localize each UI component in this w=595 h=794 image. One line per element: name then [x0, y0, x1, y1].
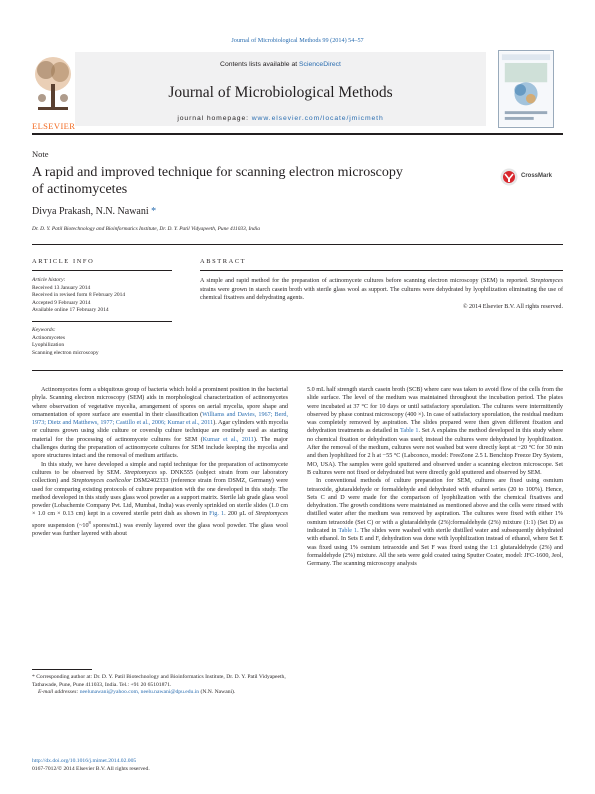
text: . The slides were washed with sterile distilled water and subsequently dehydrated with ethanol. In Sets E and F, dehydration was done with lyophilization instead of ethanol, where Set E was fixed using 1% osmium tetraoxide and Set F was fixed using the 1:1 glutaraldehyde (2%) and formaldehyde (2%) mixture. All the sets were gold coated using Sputter Coater, model: JFC-1600, Jeol, Germany. The scanning microscopy analysis [307, 528, 564, 568]
body-paragraph [32, 461, 288, 539]
history-item: Received 13 January 2014 [32, 284, 91, 291]
abstract-part: strains were grown in starch casein broth with sterile glass wool as support. The cultures were dehydrated by lyophilization eliminating the use of chemical fixatives and dehydrating agents. [200, 286, 563, 301]
table-link[interactable]: Table 1 [338, 528, 358, 535]
text: Actinomycetes form a ubiquitous group of bacteria which hold a prominent position in the bacterial phyla. Scanning electron microscopy (SEM) aids in morphological characterization of actinomycetes where observation of vegetative mycelia, arrangement of spores on aerial mycelia, spore shape and ornamentation of spore surface are essential in their classification ( [32, 387, 288, 418]
body-paragraph [307, 386, 563, 477]
text: 5.0 mL half strength starch casein broth (SCB) where care was taken to avoid flow of the cells from the slide surface. The level of the medium was maintained throughout the incubation period. The plates were incubated at 37 °C for 10 days or until satisfactory sporulation. The cultures were intermittently observed by phase contrast microscopy (400 ×). In case of satisfactory sporulation, the residual medium was completely removed by aspiration. The slides prepared were then given different fixation and dehydration treatments as detailed in [307, 387, 563, 435]
journal-homepage [75, 115, 486, 122]
journal-name: Journal of Microbiological Methods [168, 84, 393, 101]
text: ). The major challenges during the preparation of actinomycete cultures for SEM include keeping the mycelia and spore structures intact and the removal of medium artifacts. [32, 436, 288, 460]
keyword-item: Scanning electron microscopy [32, 349, 99, 356]
abstract-part: A simple and rapid method for the preparation of actinomycete cultures before scanning electron microscopy (SEM) is reported. [200, 278, 531, 284]
email-suffix: (N.N. Nawani). [199, 689, 236, 696]
crossmark-label: CrossMark [521, 173, 553, 179]
superscript: 8 [88, 519, 91, 525]
footnote-text: Corresponding author at: Dr. D. Y. Patil Biotechnology and Bioinformatics Institute, Dr. D. Y. Patil Vidyapeeth, Tathawade, Pune, Pune 411033, India. Tel.: +91 20 65101871. [32, 674, 286, 688]
journal-cover-thumbnail-icon[interactable] [498, 50, 554, 128]
corresponding-author-mark[interactable]: * [148, 206, 157, 217]
homepage-prefix: journal homepage: [177, 115, 252, 122]
text: DSM2402333 (reference strain from DSMZ, Germany) were used for comparing existing protocols of culture preparation with the one developed in this study. The method developed in this study uses glass wool powder as a support matrix. Sterile lab grade glass wool powder (Lobachemie Company Pvt. Ltd, Mumbai, India) was evenly sprinkled on sterile slides (1.0 cm × 1.0 cm × 0.13 cm) kept in a covered sterile petri dish as shown in [32, 478, 288, 518]
text: spore suspension (~10 [32, 522, 89, 529]
abstract-text [200, 277, 563, 311]
email-label: E-mail addresses: [38, 689, 80, 696]
journal-citation[interactable]: Journal of Microbiological Methods 99 (2014) 54–57 [231, 37, 364, 44]
figure-link[interactable]: Fig. 1 [209, 511, 225, 518]
article-title-line-1: A rapid and improved technique for scanning electron microscopy [32, 165, 403, 180]
elsevier-tree-logo-icon [32, 50, 74, 120]
issn-copyright: 0167-7012/© 2014 Elsevier B.V. All rights reserved. [32, 765, 150, 772]
body-paragraph [307, 477, 563, 568]
author-list [32, 206, 156, 217]
header-rule [32, 133, 563, 135]
species-name: Streptomyces [124, 469, 157, 476]
abstract-italic: Streptomyces [530, 278, 563, 284]
doi-block [32, 758, 332, 773]
species-name: Streptomyces [255, 511, 288, 518]
authors: Divya Prakash, N.N. Nawani [32, 206, 149, 217]
body-top-rule [32, 370, 563, 371]
body-right-column [307, 386, 563, 569]
publisher-name: ELSEVIER [32, 121, 76, 131]
footnote [32, 674, 288, 697]
crossmark-badge[interactable] [500, 167, 560, 187]
footnote-corresponding [32, 674, 288, 689]
email-links[interactable]: neelunawani@yahoo.com, neelu.nawani@dpu.edu.in [79, 689, 200, 696]
keywords [32, 327, 182, 357]
text: . Set A explains the method developed in this study where no chemical fixation or dehydration was used; instead the cultures were dehydrated by lyophilization. After the removal of the medium, cultures were not washed but were directly kept at −20 °C for 30 min and then lyophilized for 2 h at −55 °C (Labconco, model: FreeZone 2.5 L Benchtop Freeze Dry System, MO, USA). The samples were gold sputtered and observed under a scanning electron microscope. Set B cultures were not fixed or dehydrated but were directly gold sputtered and observed by SEM. [307, 428, 563, 476]
sciencedirect-link[interactable]: ScienceDirect [299, 61, 341, 68]
keyword-item: Lyophilization [32, 342, 65, 348]
article-info-rule [32, 270, 172, 271]
footnote-rule [32, 669, 92, 670]
abstract-heading: ABSTRACT [200, 258, 247, 265]
body-paragraph [32, 386, 288, 461]
article-title [32, 164, 452, 198]
article-history-label: Article history: [32, 277, 66, 283]
history-item: Received in revised form 8 February 2014 [32, 292, 126, 298]
text: . 200 μL of [224, 511, 256, 518]
article-info-heading: ARTICLE INFO [32, 258, 95, 265]
abstract-copyright: © 2014 Elsevier B.V. All rights reserved. [462, 303, 563, 310]
crossmark-icon [500, 168, 518, 186]
contents-line [75, 61, 486, 68]
history-item: Available online 17 February 2014 [32, 307, 109, 313]
text: ). Agar cylinders with mycelia or cultures grown using slide culture or coverslip culture technique are routinely used as starting material for the processing of actinomycete cultures for SEM ( [32, 420, 288, 443]
doi-link[interactable]: http://dx.doi.org/10.1016/j.mimet.2014.02.005 [32, 758, 137, 764]
body-left-column [32, 386, 288, 538]
article-history [32, 277, 182, 315]
text: sp. DNK555 (subject strain from our laboratory collection) and [32, 469, 288, 485]
history-item: Accepted 9 February 2014 [32, 299, 91, 306]
article-title-line-2: of actinomycetes [32, 182, 128, 197]
abstract-rule [200, 270, 563, 271]
footnote-mark: * [32, 674, 35, 680]
species-name: Streptomyces coelicolor [71, 478, 132, 485]
text: In this study, we have developed a simple and rapid technique for the preparation of actinomycete cultures to be observed by SEM. [32, 461, 288, 476]
footnote-email [32, 689, 288, 697]
reference-link[interactable]: Williams and Davies, 1967; Berd, 1973; Dietz and Matthews, 1977; Castillo et al., 2006; Kumar et al., 2011 [32, 411, 288, 427]
table-link[interactable]: Table 1 [400, 428, 419, 435]
author-affiliation: Dr. D. Y. Patil Biotechnology and Bioinformatics Institute, Dr. D. Y. Patil Vidyapeeth, Pune 411033, India [32, 226, 260, 232]
keywords-label: Keywords: [32, 327, 56, 333]
contents-prefix: Contents lists available at [220, 61, 300, 68]
article-type: Note [32, 149, 49, 159]
text: spores/mL) was evenly layered over the glass wool powder. The glass wool powder was further layered with about [32, 522, 288, 538]
info-top-rule [32, 244, 563, 245]
homepage-url-link[interactable]: www.elsevier.com/locate/jmicmeth [251, 115, 384, 122]
reference-link[interactable]: Kumar et al., 2011 [202, 436, 254, 443]
keywords-rule [32, 321, 172, 322]
text: In conventional methods of culture preparation for SEM, cultures are fixed using osmium tetraoxide, glutaraldehyde or formaldehyde and dehydrated with ethanol series (20 to 100%). Hence, Sets C and D were made for the comparison of lyophilization with the chemical fixatives and dehydration. The growth conditions were maintained as mentioned above and the cells were rinsed with distilled water after the medium was removed by aspiration. The cultures were fixed with either 1% osmium tetraoxide (Set C) or with a glutaraldehyde (2%):formaldehyde (2%) mixture (1:1) (Set D) as indicated in [307, 478, 563, 535]
keyword-item: Actinomycetes [32, 334, 65, 341]
